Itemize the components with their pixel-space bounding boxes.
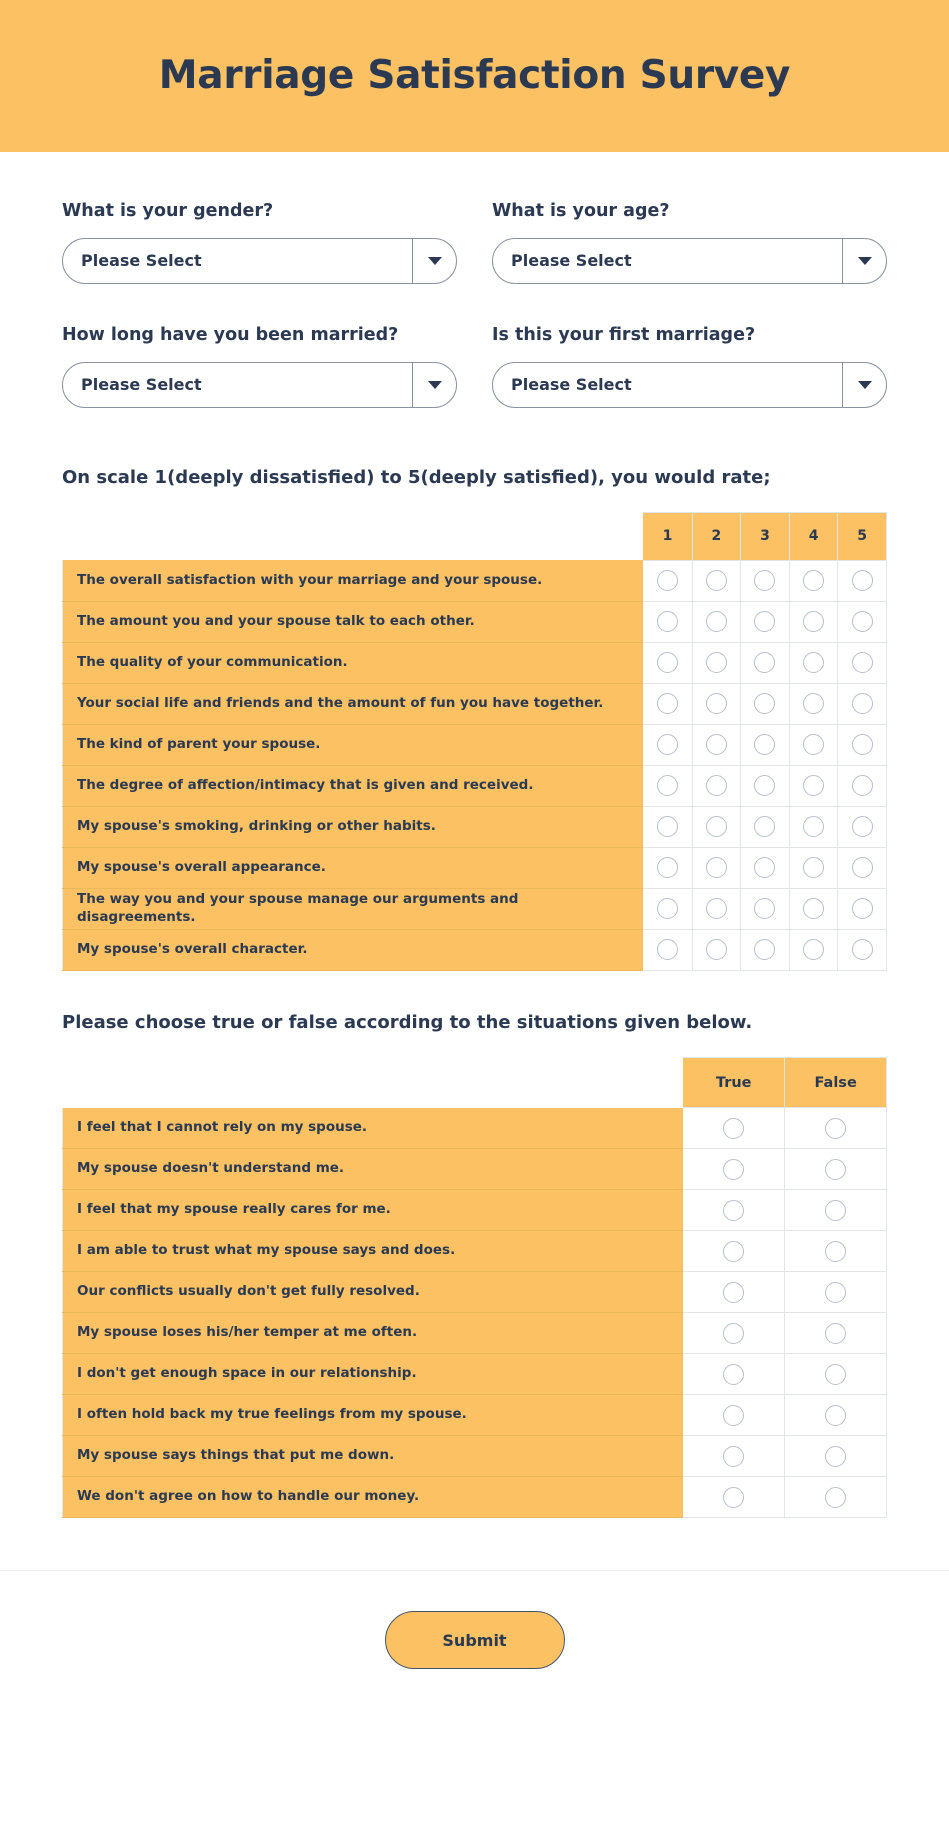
field-label-first-marriage: Is this your first marriage?: [492, 324, 756, 345]
scale-radio-cell[interactable]: [789, 929, 838, 970]
form-header: [0, 0, 949, 152]
gender-select-value: Please Select: [81, 251, 202, 271]
scale-matrix-wrapper: [62, 512, 887, 971]
table-row: [63, 1477, 887, 1518]
radio-button-icon[interactable]: [706, 652, 727, 673]
radio-button-icon[interactable]: [825, 1323, 846, 1344]
scale-radio-cell[interactable]: [643, 847, 692, 888]
radio-button-icon[interactable]: [723, 1364, 744, 1385]
table-row: [63, 683, 887, 724]
radio-button-icon[interactable]: [754, 939, 775, 960]
truefalse-radio-cell[interactable]: [785, 1149, 887, 1190]
scale-radio-cell[interactable]: [741, 724, 790, 765]
radio-button-icon[interactable]: [852, 611, 873, 632]
radio-button-icon[interactable]: [706, 611, 727, 632]
married-duration-select-arrow[interactable]: [412, 363, 456, 407]
scale-radio-cell[interactable]: [838, 806, 887, 847]
scale-radio-cell[interactable]: [741, 806, 790, 847]
radio-button-icon[interactable]: [803, 775, 824, 796]
radio-button-icon[interactable]: [657, 816, 678, 837]
radio-button-icon[interactable]: [723, 1323, 744, 1344]
scale-row-label: My spouse's overall character.: [63, 929, 644, 970]
scale-radio-cell[interactable]: [692, 888, 741, 929]
radio-button-icon[interactable]: [852, 652, 873, 673]
scale-row-label: The way you and your spouse manage our arguments and disagreements.: [63, 888, 644, 929]
scale-radio-cell[interactable]: [643, 642, 692, 683]
table-row: [63, 1272, 887, 1313]
scale-radio-cell[interactable]: [741, 683, 790, 724]
radio-button-icon[interactable]: [852, 816, 873, 837]
truefalse-radio-cell[interactable]: [785, 1108, 887, 1149]
age-select-arrow[interactable]: [842, 239, 886, 283]
radio-button-icon[interactable]: [754, 734, 775, 755]
table-row: [63, 847, 887, 888]
first-marriage-select-value: Please Select: [511, 375, 632, 394]
truefalse-row-label: My spouse loses his/her temper at me often.: [63, 1313, 684, 1354]
scale-radio-cell[interactable]: [692, 806, 741, 847]
scale-radio-cell[interactable]: [838, 888, 887, 929]
scale-radio-cell[interactable]: [838, 765, 887, 806]
scale-radio-cell[interactable]: [838, 724, 887, 765]
truefalse-matrix-body: [63, 1108, 887, 1518]
scale-radio-cell[interactable]: [643, 888, 692, 929]
table-row: [63, 765, 887, 806]
scale-matrix-head: [63, 512, 887, 560]
scale-radio-cell[interactable]: [838, 847, 887, 888]
radio-button-icon[interactable]: [852, 775, 873, 796]
truefalse-row-label: I don't get enough space in our relationship.: [63, 1354, 684, 1395]
table-row: [63, 560, 887, 601]
scale-radio-cell[interactable]: [692, 601, 741, 642]
scale-radio-cell[interactable]: [643, 560, 692, 601]
scale-row-label: The overall satisfaction with your marriage and your spouse.: [63, 560, 644, 601]
radio-button-icon[interactable]: [657, 734, 678, 755]
age-select[interactable]: [492, 238, 887, 284]
radio-button-icon[interactable]: [657, 652, 678, 673]
scale-radio-cell[interactable]: [643, 765, 692, 806]
table-row: [63, 642, 887, 683]
scale-matrix-header-row: [63, 512, 887, 560]
truefalse-radio-cell[interactable]: [785, 1272, 887, 1313]
radio-button-icon[interactable]: [852, 570, 873, 591]
radio-button-icon[interactable]: [657, 611, 678, 632]
radio-button-icon[interactable]: [754, 693, 775, 714]
scale-radio-cell[interactable]: [838, 929, 887, 970]
radio-button-icon[interactable]: [803, 693, 824, 714]
scale-row-label: My spouse's overall appearance.: [63, 847, 644, 888]
submit-button[interactable]: Submit: [385, 1611, 565, 1669]
scale-column-header-5: 5: [838, 512, 887, 560]
truefalse-radio-cell[interactable]: [785, 1231, 887, 1272]
truefalse-radio-cell[interactable]: [683, 1272, 785, 1313]
gender-select-arrow[interactable]: [412, 239, 456, 283]
scale-radio-cell[interactable]: [789, 601, 838, 642]
table-row: [63, 724, 887, 765]
radio-button-icon[interactable]: [706, 734, 727, 755]
truefalse-radio-cell[interactable]: [683, 1395, 785, 1436]
truefalse-column-header-false: False: [785, 1058, 887, 1108]
form-footer: [0, 1570, 949, 1729]
truefalse-radio-cell[interactable]: [683, 1108, 785, 1149]
radio-button-icon[interactable]: [852, 898, 873, 919]
field-age: [492, 178, 887, 302]
radio-button-icon[interactable]: [803, 816, 824, 837]
truefalse-row-label: I feel that my spouse really cares for me.: [63, 1190, 684, 1231]
scale-column-header-3: 3: [741, 512, 790, 560]
field-first-marriage: [492, 302, 887, 426]
truefalse-radio-cell[interactable]: [683, 1313, 785, 1354]
truefalse-matrix-wrapper: [62, 1057, 887, 1518]
table-row: [63, 1231, 887, 1272]
radio-button-icon[interactable]: [754, 898, 775, 919]
truefalse-row-label: We don't agree on how to handle our money.: [63, 1477, 684, 1518]
radio-button-icon[interactable]: [723, 1446, 744, 1467]
truefalse-radio-cell[interactable]: [785, 1190, 887, 1231]
radio-button-icon[interactable]: [723, 1405, 744, 1426]
radio-button-icon[interactable]: [706, 939, 727, 960]
scale-radio-cell[interactable]: [789, 888, 838, 929]
married-duration-select-value: Please Select: [81, 375, 202, 394]
table-row: [63, 1354, 887, 1395]
radio-button-icon[interactable]: [706, 693, 727, 714]
truefalse-matrix-header-row: [63, 1058, 887, 1108]
table-row: [63, 1149, 887, 1190]
truefalse-row-label: My spouse doesn't understand me.: [63, 1149, 684, 1190]
scale-row-label: The degree of affection/intimacy that is given and received.: [63, 765, 644, 806]
scale-radio-cell[interactable]: [838, 642, 887, 683]
radio-button-icon[interactable]: [754, 611, 775, 632]
truefalse-matrix: [62, 1057, 887, 1518]
radio-button-icon[interactable]: [803, 570, 824, 591]
scale-radio-cell[interactable]: [838, 601, 887, 642]
truefalse-row-label: My spouse says things that put me down.: [63, 1436, 684, 1477]
scale-radio-cell[interactable]: [789, 642, 838, 683]
chevron-down-icon: [428, 257, 442, 265]
scale-radio-cell[interactable]: [789, 765, 838, 806]
radio-button-icon[interactable]: [657, 939, 678, 960]
scale-radio-cell[interactable]: [789, 683, 838, 724]
truefalse-section-heading: Please choose true or false according to the situations given below.: [62, 1011, 753, 1033]
scale-radio-cell[interactable]: [643, 683, 692, 724]
radio-button-icon[interactable]: [825, 1241, 846, 1262]
age-select-value: Please Select: [511, 251, 632, 271]
truefalse-radio-cell[interactable]: [683, 1231, 785, 1272]
radio-button-icon[interactable]: [825, 1446, 846, 1467]
scale-column-header-4: 4: [789, 512, 838, 560]
radio-button-icon[interactable]: [723, 1159, 744, 1180]
truefalse-radio-cell[interactable]: [785, 1313, 887, 1354]
scale-radio-cell[interactable]: [838, 560, 887, 601]
radio-button-icon[interactable]: [723, 1487, 744, 1508]
truefalse-matrix-corner: [63, 1058, 684, 1108]
radio-button-icon[interactable]: [803, 857, 824, 878]
radio-button-icon[interactable]: [825, 1282, 846, 1303]
radio-button-icon[interactable]: [825, 1405, 846, 1426]
truefalse-row-label: I am able to trust what my spouse says and does.: [63, 1231, 684, 1272]
radio-button-icon[interactable]: [706, 898, 727, 919]
chevron-down-icon: [858, 381, 872, 389]
scale-radio-cell[interactable]: [741, 765, 790, 806]
truefalse-row-label: Our conflicts usually don't get fully resolved.: [63, 1272, 684, 1313]
truefalse-row-label: I feel that I cannot rely on my spouse.: [63, 1108, 684, 1149]
radio-button-icon[interactable]: [852, 939, 873, 960]
scale-section-heading: On scale 1(deeply dissatisfied) to 5(deeply satisfied), you would rate;: [62, 466, 771, 488]
field-label-gender: What is your gender?: [62, 201, 274, 221]
radio-button-icon[interactable]: [803, 734, 824, 755]
scale-radio-cell[interactable]: [789, 806, 838, 847]
field-grid: [62, 178, 887, 426]
scale-radio-cell[interactable]: [692, 560, 741, 601]
scale-radio-cell[interactable]: [643, 929, 692, 970]
scale-radio-cell[interactable]: [741, 642, 790, 683]
table-row: [63, 1190, 887, 1231]
radio-button-icon[interactable]: [825, 1118, 846, 1139]
scale-radio-cell[interactable]: [789, 724, 838, 765]
chevron-down-icon: [428, 381, 442, 389]
scale-column-header-2: 2: [692, 512, 741, 560]
scale-radio-cell[interactable]: [643, 601, 692, 642]
radio-button-icon[interactable]: [803, 652, 824, 673]
scale-row-label: My spouse's smoking, drinking or other habits.: [63, 806, 644, 847]
scale-radio-cell[interactable]: [838, 683, 887, 724]
scale-radio-cell[interactable]: [741, 847, 790, 888]
scale-row-label: Your social life and friends and the amount of fun you have together.: [63, 683, 644, 724]
radio-button-icon[interactable]: [852, 734, 873, 755]
radio-button-icon[interactable]: [754, 775, 775, 796]
radio-button-icon[interactable]: [657, 775, 678, 796]
radio-button-icon[interactable]: [657, 570, 678, 591]
scale-radio-cell[interactable]: [643, 806, 692, 847]
scale-radio-cell[interactable]: [741, 560, 790, 601]
radio-button-icon[interactable]: [657, 898, 678, 919]
scale-radio-cell[interactable]: [692, 929, 741, 970]
radio-button-icon[interactable]: [723, 1200, 744, 1221]
scale-radio-cell[interactable]: [741, 601, 790, 642]
truefalse-radio-cell[interactable]: [785, 1477, 887, 1518]
form-body: [0, 152, 949, 1518]
table-row: [63, 1436, 887, 1477]
truefalse-radio-cell[interactable]: [785, 1354, 887, 1395]
field-label-age: What is your age?: [492, 201, 670, 221]
scale-column-header-1: 1: [643, 512, 692, 560]
first-marriage-select[interactable]: [492, 362, 887, 408]
scale-radio-cell[interactable]: [789, 560, 838, 601]
radio-button-icon[interactable]: [852, 693, 873, 714]
table-row: [63, 929, 887, 970]
scale-radio-cell[interactable]: [643, 724, 692, 765]
scale-matrix-body: [63, 560, 887, 970]
scale-radio-cell[interactable]: [789, 847, 838, 888]
scale-radio-cell[interactable]: [692, 847, 741, 888]
first-marriage-select-arrow[interactable]: [842, 363, 886, 407]
truefalse-matrix-head: [63, 1058, 887, 1108]
truefalse-radio-cell[interactable]: [683, 1436, 785, 1477]
radio-button-icon[interactable]: [754, 816, 775, 837]
radio-button-icon[interactable]: [852, 857, 873, 878]
table-row: [63, 806, 887, 847]
scale-row-label: The kind of parent your spouse.: [63, 724, 644, 765]
scale-radio-cell[interactable]: [692, 765, 741, 806]
scale-matrix: [62, 512, 887, 971]
table-row: [63, 601, 887, 642]
scale-row-label: The quality of your communication.: [63, 642, 644, 683]
radio-button-icon[interactable]: [825, 1200, 846, 1221]
radio-button-icon[interactable]: [706, 857, 727, 878]
radio-button-icon[interactable]: [803, 939, 824, 960]
scale-radio-cell[interactable]: [692, 683, 741, 724]
page-title: Marriage Satisfaction Survey: [158, 52, 791, 98]
truefalse-column-header-true: True: [683, 1058, 785, 1108]
radio-button-icon[interactable]: [723, 1241, 744, 1262]
radio-button-icon[interactable]: [825, 1487, 846, 1508]
radio-button-icon[interactable]: [825, 1364, 846, 1385]
chevron-down-icon: [858, 257, 872, 265]
radio-button-icon[interactable]: [657, 857, 678, 878]
truefalse-radio-cell[interactable]: [785, 1395, 887, 1436]
field-label-married-duration: How long have you been married?: [62, 324, 399, 345]
scale-radio-cell[interactable]: [692, 642, 741, 683]
radio-button-icon[interactable]: [803, 898, 824, 919]
radio-button-icon[interactable]: [754, 857, 775, 878]
truefalse-row-label: I often hold back my true feelings from my spouse.: [63, 1395, 684, 1436]
scale-radio-cell[interactable]: [741, 929, 790, 970]
field-gender: [62, 178, 457, 302]
truefalse-radio-cell[interactable]: [785, 1436, 887, 1477]
table-row: [63, 1108, 887, 1149]
radio-button-icon[interactable]: [754, 570, 775, 591]
table-row: [63, 1395, 887, 1436]
truefalse-radio-cell[interactable]: [683, 1190, 785, 1231]
radio-button-icon[interactable]: [723, 1282, 744, 1303]
truefalse-radio-cell[interactable]: [683, 1354, 785, 1395]
radio-button-icon[interactable]: [803, 611, 824, 632]
gender-select[interactable]: [62, 238, 457, 284]
radio-button-icon[interactable]: [706, 816, 727, 837]
radio-button-icon[interactable]: [657, 693, 678, 714]
radio-button-icon[interactable]: [825, 1159, 846, 1180]
table-row: [63, 1313, 887, 1354]
radio-button-icon[interactable]: [754, 652, 775, 673]
field-married-duration: [62, 302, 457, 426]
scale-radio-cell[interactable]: [692, 724, 741, 765]
truefalse-radio-cell[interactable]: [683, 1149, 785, 1190]
married-duration-select[interactable]: [62, 362, 457, 408]
truefalse-radio-cell[interactable]: [683, 1477, 785, 1518]
table-row: [63, 888, 887, 929]
scale-row-label: The amount you and your spouse talk to each other.: [63, 601, 644, 642]
scale-matrix-corner: [63, 512, 644, 560]
radio-button-icon[interactable]: [706, 775, 727, 796]
radio-button-icon[interactable]: [706, 570, 727, 591]
radio-button-icon[interactable]: [723, 1118, 744, 1139]
scale-radio-cell[interactable]: [741, 888, 790, 929]
